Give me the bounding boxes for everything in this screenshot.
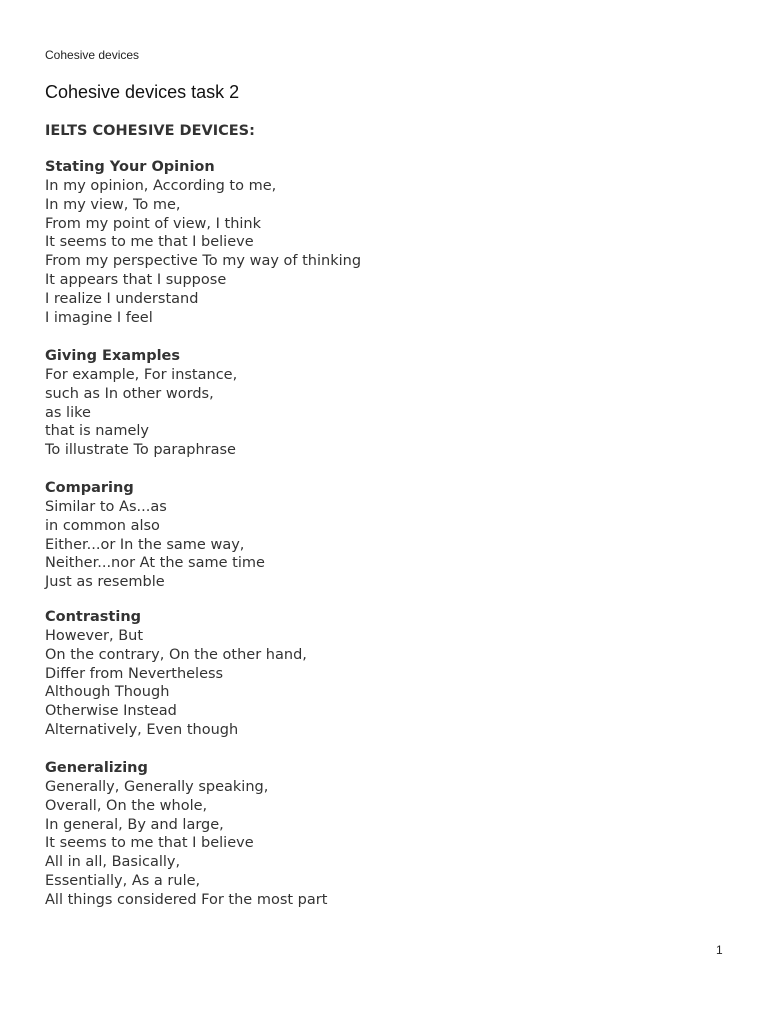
section-contrasting xyxy=(45,608,307,740)
page-header-label: Cohesive devices xyxy=(45,48,140,62)
section-generalizing xyxy=(45,759,327,910)
document-title: Cohesive devices task 2 xyxy=(45,82,240,102)
phrase-line: such as In other words, xyxy=(45,385,214,402)
phrase-line: It seems to me that I believe xyxy=(45,835,254,852)
main-heading: IELTS COHESIVE DEVICES: xyxy=(45,123,255,139)
section-heading: Giving Examples xyxy=(45,348,181,364)
phrase-line: In my opinion, According to me, xyxy=(45,178,277,194)
phrase-line: All things considered For the most part xyxy=(45,891,328,908)
phrase-line: Neither...nor At the same time xyxy=(45,555,265,572)
phrase-line: On the contrary, On the other hand, xyxy=(45,646,307,663)
phrase-line: Similar to As...as xyxy=(45,499,167,515)
phrase-line: From my perspective To my way of thinking xyxy=(45,253,362,270)
section-giving-examples xyxy=(45,347,237,460)
phrase-line: I imagine I feel xyxy=(45,309,153,326)
phrase-line: Differ from Nevertheless xyxy=(45,665,224,682)
phrase-line: In general, By and large, xyxy=(45,816,224,833)
phrase-line: It appears that I suppose xyxy=(45,271,227,288)
phrase-line: Essentially, As a rule, xyxy=(45,872,201,889)
phrase-line: From my point of view, I think xyxy=(45,215,262,232)
phrase-line: To illustrate To paraphrase xyxy=(45,442,236,459)
phrase-line: Either...or In the same way, xyxy=(45,536,245,553)
section-heading: Generalizing xyxy=(45,760,148,776)
page-number: 1 xyxy=(716,943,723,957)
section-stating-opinion xyxy=(45,158,361,327)
phrase-line: as like xyxy=(45,404,91,421)
phrase-line: In my view, To me, xyxy=(45,196,181,213)
phrase-line: Although Though xyxy=(45,684,170,701)
section-comparing xyxy=(45,479,265,592)
phrase-line: Otherwise Instead xyxy=(45,703,177,720)
phrase-line: I realize I understand xyxy=(45,290,199,307)
phrase-line: Just as resemble xyxy=(45,574,165,591)
phrase-line: However, But xyxy=(45,628,144,644)
phrase-line: Generally, Generally speaking, xyxy=(45,779,269,795)
phrase-line: For example, For instance, xyxy=(45,367,238,383)
phrase-line: Overall, On the whole, xyxy=(45,797,208,814)
phrase-line: that is namely xyxy=(45,423,149,440)
phrase-line: Alternatively, Even though xyxy=(45,721,239,738)
section-heading: Comparing xyxy=(45,480,134,496)
section-heading: Contrasting xyxy=(45,609,142,625)
phrase-line: All in all, Basically, xyxy=(45,854,181,871)
section-heading: Stating Your Opinion xyxy=(45,159,215,175)
phrase-line: It seems to me that I believe xyxy=(45,234,254,251)
phrase-line: in common also xyxy=(45,517,160,534)
